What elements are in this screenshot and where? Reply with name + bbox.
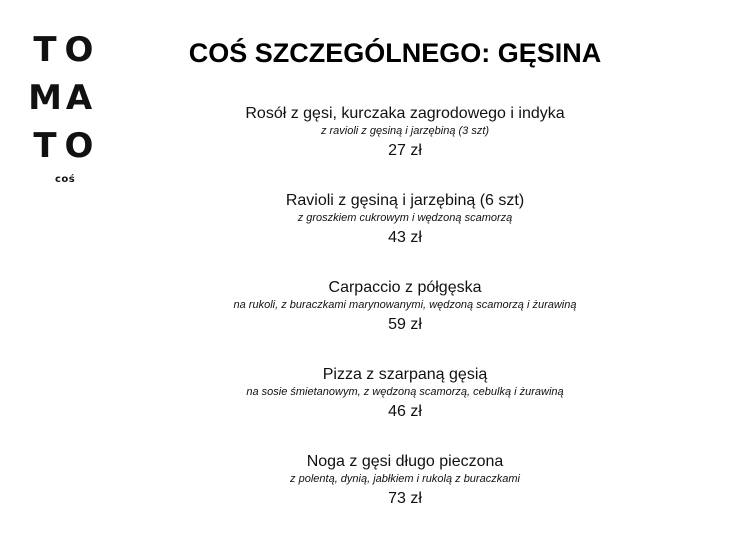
menu-item-price: 43 zł bbox=[388, 229, 422, 246]
logo-subtitle: coś bbox=[55, 174, 76, 185]
menu-item-name: Noga z gęsi długo pieczona bbox=[306, 453, 504, 470]
menu-item bbox=[140, 278, 670, 365]
menu-item-price: 27 zł bbox=[388, 142, 422, 159]
menu-item-description: z groszkiem cukrowym i wędzoną scamorzą bbox=[297, 212, 513, 224]
menu-item-description: na sosie śmietanowym, z wędzoną scamorzą, cebulką i żurawiną bbox=[246, 386, 564, 398]
menu-item-name: Rosół z gęsi, kurczaka zagrodowego i indyka bbox=[245, 105, 565, 122]
menu-item-name: Carpaccio z półgęska bbox=[328, 279, 482, 296]
brand-logo bbox=[28, 26, 108, 185]
menu-item-name: Pizza z szarpaną gęsią bbox=[322, 366, 488, 383]
logo-letter: O bbox=[64, 126, 94, 166]
menu-item bbox=[140, 452, 670, 539]
page-title: COŚ SZCZEGÓLNEGO: GĘSINA bbox=[188, 38, 602, 68]
menu-item bbox=[140, 191, 670, 278]
logo-letter: T bbox=[33, 30, 57, 70]
menu-item-description: z polentą, dynią, jabłkiem i rukolą z buraczkami bbox=[290, 473, 520, 485]
logo-row-3 bbox=[28, 122, 108, 170]
menu-list bbox=[140, 104, 670, 539]
menu-item-description: z ravioli z gęsiną i jarzębiną (3 szt) bbox=[320, 125, 490, 137]
logo-letter: T bbox=[33, 126, 57, 166]
menu-item-description: na rukoli, z buraczkami marynowanymi, wędzoną scamorzą i żurawiną bbox=[233, 299, 577, 311]
menu-item-name: Ravioli z gęsiną i jarzębiną (6 szt) bbox=[285, 192, 525, 209]
logo-row-1 bbox=[28, 26, 108, 74]
menu-item-price: 73 zł bbox=[388, 490, 422, 507]
logo-letter: O bbox=[64, 30, 94, 70]
menu-item-price: 59 zł bbox=[388, 316, 422, 333]
menu-item-price: 46 zł bbox=[388, 403, 422, 420]
logo-letter: A bbox=[65, 78, 93, 118]
logo-letter: M bbox=[28, 78, 62, 118]
logo-row-2 bbox=[28, 74, 108, 122]
menu-item bbox=[140, 365, 670, 452]
menu-item bbox=[140, 104, 670, 191]
